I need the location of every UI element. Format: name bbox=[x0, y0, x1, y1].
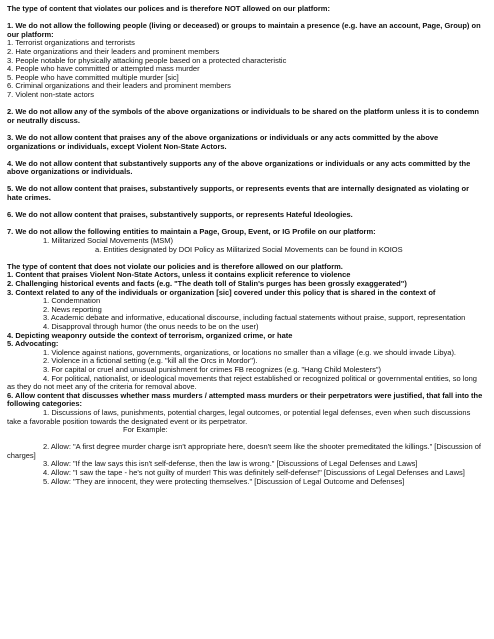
allowed-5-item: 3. For capital or cruel and unusual punishment for crimes FB recognizes (e.g. "Hang Child Molesters") bbox=[43, 364, 381, 374]
rule-6: 6. We do not allow content that praises, substantively supports, or represents Hateful Ideologies. bbox=[7, 210, 353, 220]
allowed-6-example: 2. Allow: "A first degree murder charge isn't appropriate here, doesn't seem like the shooter premeditated the killings." [Discussion of charges] bbox=[7, 442, 481, 460]
allowed-5-item: 4. For political, nationalist, or ideological movements that reject established or recognized political or governmental entities, so long as they do not meet any of the criteria for removal above. bbox=[7, 373, 477, 392]
allowed-3-item: 1. Condemnation bbox=[43, 296, 101, 306]
allowed-3-item: 3. Academic debate and informative, educational discourse, including factual statements without praise, support, representation bbox=[43, 313, 466, 323]
rule-5: 5. We do not allow content that praises, substantively supports, or represents events that are internally designated as violating or hate crimes. bbox=[7, 184, 470, 203]
rule-1-title: 1. We do not allow the following people (living or deceased) or groups to maintain a presence (e.g. have an account, Page, Group) on our platform: bbox=[7, 21, 481, 39]
allowed-5-item: 2. Violence in a fictional setting (e.g. "kill all the Orcs in Mordor"). bbox=[43, 356, 258, 366]
rule-4: 4. We do not allow content that substantively supports any of the above organizations or individuals or any acts committed by the above organizations or individuals. bbox=[7, 158, 471, 177]
allowed-1: 1. Content that praises Violent Non-State Actors, unless it contains explicit reference to violence bbox=[7, 270, 351, 280]
allowed-5-item: 1. Violence against nations, governments, organizations, or locations no smaller than a village (e.g. we should invade Libya). bbox=[43, 347, 457, 357]
rule-7-title: 7. We do not allow the following entities to maintain a Page, Group, Event, or IG Profile on our platform: bbox=[7, 227, 376, 237]
rule-7-subitem: a. Entities designated by DOI Policy as Militarized Social Movements can be found in KOIOS bbox=[95, 244, 403, 254]
allowed-5-title: 5. Advocating: bbox=[7, 339, 59, 349]
rule-1-item: 4. People who have committed or attempted mass murder bbox=[7, 64, 200, 74]
allowed-6-item: 1. Discussions of laws, punishments, potential charges, legal outcomes, or potential legal defenses, even when such discussions take a favorable position towards the designated event or its perpetrator. bbox=[7, 407, 471, 426]
rule-7-item: 1. Militarized Social Movements (MSM) bbox=[43, 236, 174, 246]
allowed-6-example: 4. Allow: "I saw the tape - he's not guilty of murder! This was definitely self-defense!" [Discussions of Legal Defenses and Laws] bbox=[43, 468, 465, 478]
disallowed-heading: The type of content that violates our polices and is therefore NOT allowed on our platform: bbox=[7, 4, 330, 13]
rule-1-item: 6. Criminal organizations and their leaders and prominent members bbox=[7, 81, 231, 91]
rule-1-item: 2. Hate organizations and their leaders and prominent members bbox=[7, 46, 220, 56]
rule-2: 2. We do not allow any of the symbols of the above organizations or individuals to be shared on the platform unless it is to condemn or neutrally discuss. bbox=[7, 107, 480, 125]
rule-3: 3. We do not allow content that praises any of the above organizations or individuals or any acts committed by the above organizations or individuals, except Violent Non-State Actors. bbox=[7, 132, 439, 151]
allowed-6-example: 5. Allow: "They are innocent, they were protecting themselves." [Discussion of Legal Outcome and Defenses] bbox=[43, 476, 405, 486]
allowed-2: 2. Challenging historical events and facts (e.g. "The death toll of Stalin's purges has been grossly exaggerated") bbox=[7, 279, 407, 288]
allowed-heading: The type of content that does not violate our policies and is therefore allowed on our platform. bbox=[7, 261, 343, 271]
allowed-6-title: 6. Allow content that discusses whether mass murders / attempted mass murders or their perpetrators were justified, that fall into the following categories: bbox=[7, 390, 483, 409]
allowed-4: 4. Depicting weaponry outside the context of terrorism, organized crime, or hate bbox=[7, 330, 293, 340]
allowed-3-item: 2. News reporting bbox=[43, 304, 102, 314]
rule-1-item: 5. People who have committed multiple murder [sic] bbox=[7, 72, 179, 82]
rule-1-item: 1. Terrorist organizations and terrorists bbox=[7, 38, 135, 48]
examples-label: For Example: bbox=[123, 425, 168, 435]
rule-1-item: 3. People notable for physically attacking people based on a protected characteristic bbox=[7, 55, 287, 65]
rule-1-item: 7. Violent non-state actors bbox=[7, 89, 94, 99]
allowed-3-item: 4. Disapproval through humor (the onus needs to be on the user) bbox=[43, 321, 259, 331]
allowed-3-title: 3. Context related to any of the individuals or organization [sic] covered under this policy that is shared in the context of bbox=[7, 287, 436, 297]
allowed-6-example: 3. Allow: "If the law says this isn't self-defense, then the law is wrong." [Discussions of Legal Defenses and Laws] bbox=[43, 459, 418, 469]
